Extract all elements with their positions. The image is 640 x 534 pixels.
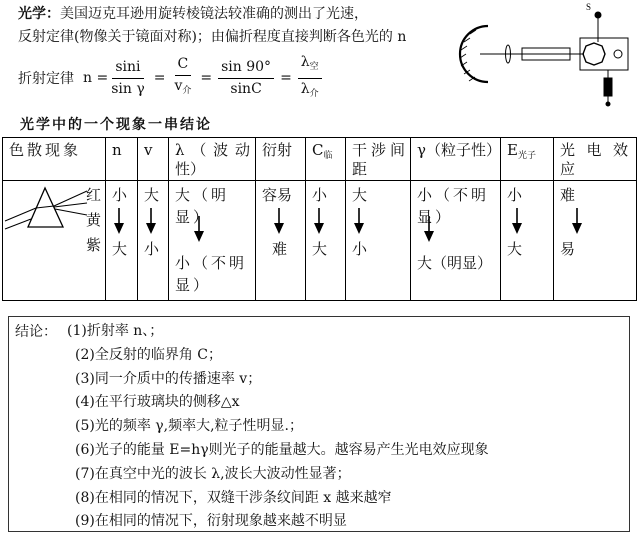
trend-top: 大 bbox=[352, 186, 368, 204]
trend-cell-n bbox=[106, 181, 138, 301]
header-critical-angle bbox=[306, 138, 346, 181]
trend-top: 小 bbox=[112, 186, 128, 204]
color-yellow: 黄 bbox=[85, 211, 101, 229]
list-item: (3)同一介质中的传播速率 v； bbox=[75, 370, 262, 387]
trend-cell-frequency bbox=[411, 181, 501, 301]
trend-bottom: 难 bbox=[272, 240, 288, 258]
refracted-ray bbox=[36, 206, 54, 208]
eyepiece bbox=[604, 78, 612, 96]
intro-text-2: 反射定律(物像关于镜面对称)；由偏折程度直接判断各色光的 n bbox=[18, 29, 407, 45]
header-photoelectric bbox=[554, 138, 637, 181]
fraction-speed-ratio bbox=[171, 56, 194, 100]
down-arrow-icon bbox=[273, 208, 285, 234]
symbol-v: v bbox=[174, 78, 183, 94]
table-trend-row bbox=[3, 181, 637, 301]
fraction-denominator bbox=[298, 79, 322, 103]
list-item: (2)全反射的临界角 C； bbox=[75, 346, 222, 363]
fraction-wavelength-ratio bbox=[298, 54, 322, 103]
conclusion-label: 结论： bbox=[15, 324, 57, 340]
down-arrow-icon bbox=[313, 208, 325, 234]
trend-top: 大（明显） bbox=[175, 186, 230, 226]
list-item: (8)在相同的情况下，双缝干涉条纹间距 x 越来越窄 bbox=[75, 489, 392, 506]
trend-cell-photoelectric bbox=[554, 181, 637, 301]
trend-top: 容易 bbox=[262, 186, 293, 204]
source-label: S bbox=[586, 2, 592, 12]
trend-cell-v bbox=[138, 181, 169, 301]
trend-bottom: 小（不明显） bbox=[175, 254, 248, 294]
trend-cell-wavelength bbox=[169, 181, 256, 301]
header-fringe-spacing bbox=[346, 138, 411, 181]
header-frequency bbox=[411, 138, 501, 181]
rotating-prism-apparatus bbox=[458, 0, 636, 110]
trend-cell-fringe-spacing bbox=[346, 181, 411, 301]
conclusion-box bbox=[8, 316, 630, 532]
down-arrow-icon bbox=[511, 208, 523, 234]
header-dispersion bbox=[3, 138, 106, 181]
trend-bottom: 小 bbox=[144, 240, 160, 258]
list-item: (6)光子的能量 E=hγ则光子的能量越大。越容易产生光电效应现象 bbox=[75, 441, 489, 458]
header-wavelength bbox=[169, 138, 256, 181]
trend-bottom: 大（明显） bbox=[417, 254, 493, 272]
equals-sign: = bbox=[153, 70, 166, 86]
trend-bottom: 大 bbox=[312, 240, 328, 258]
equals-sign: = bbox=[200, 70, 213, 86]
header-label: 衍射 bbox=[262, 141, 293, 159]
subscript: 介 bbox=[182, 86, 192, 96]
list-item: (4)在平行玻璃块的侧移△x bbox=[75, 394, 240, 411]
header-subscript: 临 bbox=[323, 151, 333, 161]
header-label: λ（波动性） bbox=[175, 141, 250, 178]
trend-bottom: 大 bbox=[112, 240, 128, 258]
intro-line-2 bbox=[18, 28, 406, 46]
list-item: (1)折射率 n、； bbox=[67, 323, 164, 339]
fraction-denominator: sin γ bbox=[111, 80, 145, 97]
down-arrow-icon bbox=[113, 208, 125, 234]
header-subscript: 光子 bbox=[517, 151, 536, 161]
header-diffraction bbox=[256, 138, 306, 181]
list-item: (5)光的频率 γ,频率大,粒子性明显.； bbox=[75, 418, 303, 435]
symbol-lambda: λ bbox=[300, 80, 310, 97]
section-heading: 光学中的一个现象一串结论 bbox=[20, 117, 212, 133]
dispersion-cell bbox=[3, 181, 106, 301]
subscript: 空 bbox=[309, 61, 319, 72]
trend-cell-photon-energy bbox=[501, 181, 554, 301]
list-item: (7)在真空中光的波长 λ,波长大波动性显著； bbox=[75, 465, 351, 482]
down-arrow-icon bbox=[571, 208, 583, 234]
header-label: E bbox=[507, 141, 518, 159]
trend-top: 大 bbox=[144, 186, 160, 204]
violet-ray bbox=[55, 209, 87, 215]
fraction-denominator: sinC bbox=[230, 80, 262, 97]
intro-line-1 bbox=[18, 5, 368, 23]
prism bbox=[28, 188, 63, 227]
symbol-lambda: λ bbox=[300, 53, 310, 70]
color-list bbox=[86, 183, 101, 258]
intro-text-1: 美国迈克耳逊用旋转棱镜法较准确的测出了光速， bbox=[60, 6, 368, 22]
header-label: γ（粒子性） bbox=[417, 141, 501, 159]
optics-conclusion-table bbox=[2, 137, 637, 301]
header-label: n bbox=[112, 141, 122, 159]
trend-bottom: 小 bbox=[352, 240, 368, 258]
subscript: 介 bbox=[309, 88, 319, 99]
trend-bottom: 易 bbox=[560, 240, 576, 258]
header-label: 光电效应 bbox=[560, 141, 631, 178]
fraction-sin-ratio bbox=[108, 59, 148, 98]
color-red: 红 bbox=[85, 186, 101, 204]
table-header-row bbox=[3, 138, 637, 181]
prism-dispersion-diagram bbox=[3, 181, 89, 241]
section-label: 光学： bbox=[18, 6, 60, 22]
trend-top: 难 bbox=[560, 186, 576, 204]
octagonal-prism bbox=[583, 43, 605, 65]
prism-axle bbox=[614, 50, 622, 58]
trend-top: 小（不明显） bbox=[417, 186, 490, 226]
equals-sign: = bbox=[280, 70, 292, 86]
trend-top: 小 bbox=[507, 186, 523, 204]
fraction-numerator: C bbox=[175, 56, 192, 76]
formula-lhs: n = bbox=[83, 70, 109, 86]
conclusion-list bbox=[67, 320, 489, 534]
formula-label: 折射定律 bbox=[18, 71, 74, 87]
trend-cell-critical-angle bbox=[306, 181, 346, 301]
fraction-numerator: sin 90° bbox=[218, 59, 274, 79]
header-label: v bbox=[144, 141, 153, 159]
trend-top: 小 bbox=[312, 186, 328, 204]
down-arrow-icon bbox=[145, 208, 157, 234]
eyepiece-end bbox=[606, 102, 610, 106]
refraction-formula bbox=[18, 55, 322, 101]
header-label: 色散现象 bbox=[9, 141, 82, 159]
prism-housing bbox=[580, 38, 628, 70]
fraction-numerator: sini bbox=[112, 59, 143, 79]
list-item: (9)在相同的情况下，衍射现象越来越不明显 bbox=[75, 513, 347, 530]
fraction-critical-angle bbox=[218, 59, 274, 98]
trend-bottom: 大 bbox=[507, 240, 523, 258]
header-label: C bbox=[312, 141, 324, 159]
light-source bbox=[595, 12, 601, 18]
color-violet: 紫 bbox=[85, 236, 101, 254]
header-label: 干涉间距 bbox=[352, 141, 405, 178]
trend-cell-diffraction bbox=[256, 181, 306, 301]
header-v bbox=[138, 138, 169, 181]
fraction-numerator bbox=[298, 54, 322, 79]
header-n bbox=[106, 138, 138, 181]
down-arrow-icon bbox=[353, 208, 365, 234]
fraction-denominator bbox=[171, 76, 194, 100]
header-photon-energy bbox=[501, 138, 554, 181]
